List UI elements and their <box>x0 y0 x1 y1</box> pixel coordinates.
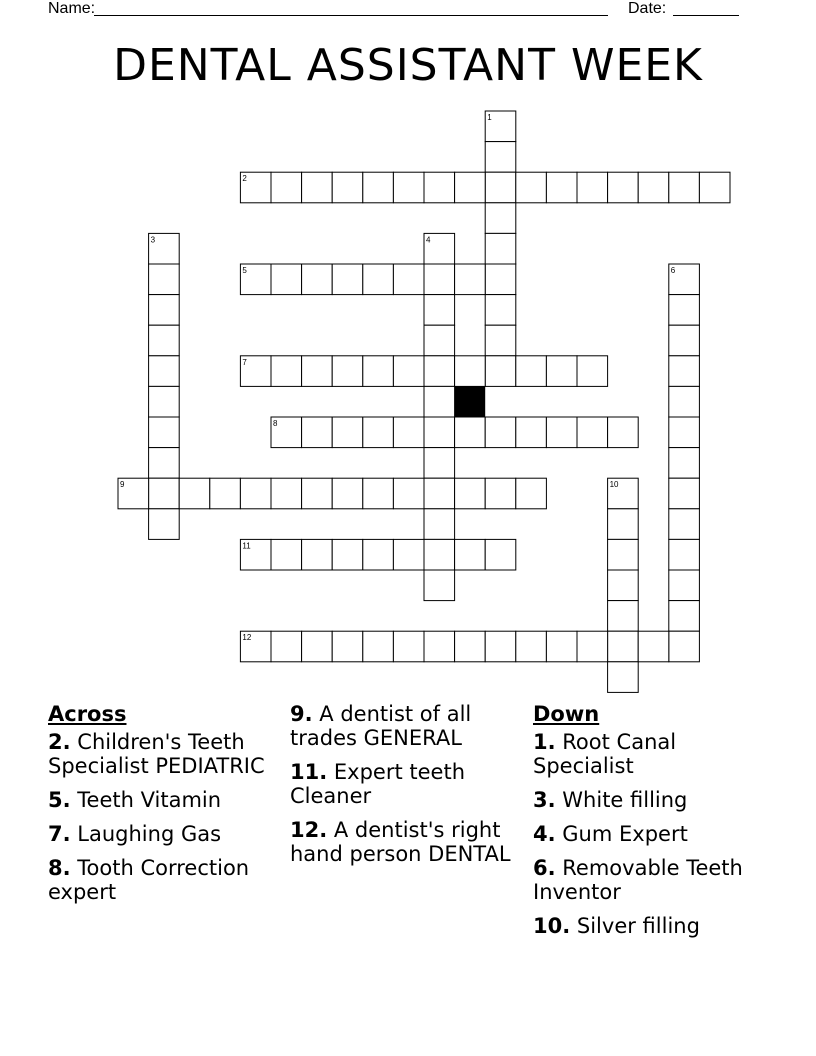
name-label: Name: <box>48 0 96 17</box>
grid-cell[interactable] <box>149 509 180 540</box>
grid-cell[interactable] <box>546 172 577 203</box>
grid-cell[interactable] <box>516 172 547 203</box>
grid-cell[interactable] <box>577 631 608 662</box>
clue-item <box>48 730 278 778</box>
clue-column-across-continued <box>290 702 525 876</box>
grid-cell[interactable] <box>546 631 577 662</box>
grid-cell[interactable] <box>393 264 424 295</box>
grid-cell[interactable] <box>424 509 455 540</box>
grid-cell[interactable] <box>363 539 394 570</box>
grid-cell[interactable] <box>424 386 455 417</box>
grid-cell[interactable] <box>149 264 180 295</box>
grid-cell[interactable] <box>332 264 363 295</box>
page-title: DENTAL ASSISTANT WEEK <box>113 40 703 91</box>
clue-text: Root Canal Specialist <box>533 730 677 778</box>
grid-cell[interactable] <box>271 478 302 509</box>
grid-cell[interactable] <box>455 417 486 448</box>
grid-cell[interactable] <box>271 356 302 387</box>
clue-number: 5. <box>48 788 71 812</box>
grid-cell[interactable] <box>638 172 669 203</box>
grid-cell[interactable] <box>332 417 363 448</box>
black-cell <box>455 386 486 417</box>
grid-cell[interactable] <box>608 662 639 693</box>
grid-cell[interactable] <box>516 356 547 387</box>
grid-cell[interactable] <box>363 417 394 448</box>
grid-cell[interactable] <box>669 172 700 203</box>
grid-cell[interactable] <box>485 264 516 295</box>
grid-cell[interactable] <box>393 356 424 387</box>
clue-item <box>533 730 763 778</box>
grid-cell[interactable] <box>608 417 639 448</box>
grid-cell[interactable] <box>363 478 394 509</box>
cell-number: 10 <box>609 480 619 490</box>
cell-number: 6 <box>670 266 676 275</box>
cell-number: 5 <box>242 266 247 275</box>
cell-number: 8 <box>273 419 278 428</box>
grid-cell[interactable] <box>363 631 394 662</box>
clue-text: Laughing Gas <box>77 822 222 846</box>
grid-cell[interactable] <box>179 478 210 509</box>
grid-cell[interactable] <box>424 356 455 387</box>
grid-cell[interactable] <box>271 631 302 662</box>
grid-cell[interactable] <box>455 478 486 509</box>
grid-cell[interactable] <box>546 356 577 387</box>
clue-text: White filling <box>562 788 688 812</box>
clue-item <box>290 760 525 808</box>
grid-cell[interactable] <box>485 142 516 173</box>
clue-text: A dentist's right hand person DENTAL <box>290 818 511 866</box>
clue-column-down <box>533 702 763 948</box>
clue-item <box>533 788 763 812</box>
clue-item <box>290 818 525 866</box>
grid-cell[interactable] <box>149 356 180 387</box>
clue-number: 6. <box>533 856 556 880</box>
grid-cell[interactable] <box>424 448 455 479</box>
clue-text: A dentist of all trades GENERAL <box>290 702 472 750</box>
grid-cell[interactable] <box>669 356 700 387</box>
grid-cell[interactable] <box>485 417 516 448</box>
grid-cell[interactable] <box>669 570 700 601</box>
grid-cell[interactable] <box>240 478 271 509</box>
grid-cell[interactable] <box>669 631 700 662</box>
grid-cell[interactable] <box>393 539 424 570</box>
grid-cell[interactable] <box>608 570 639 601</box>
grid-cell[interactable] <box>577 417 608 448</box>
cell-number: 11 <box>242 541 251 551</box>
grid-cell[interactable] <box>516 417 547 448</box>
clue-number: 12. <box>290 818 328 842</box>
grid-cell[interactable] <box>608 172 639 203</box>
grid-cell[interactable] <box>485 356 516 387</box>
clue-column-across <box>48 702 278 914</box>
grid-cell[interactable] <box>669 539 700 570</box>
grid-cell[interactable] <box>149 448 180 479</box>
grid-cell[interactable] <box>302 172 333 203</box>
clue-text: Expert teeth Cleaner <box>290 760 465 808</box>
clue-number: 9. <box>290 702 313 726</box>
clue-item <box>48 856 278 904</box>
grid-cell[interactable] <box>393 478 424 509</box>
grid-cell[interactable] <box>424 631 455 662</box>
grid-cell[interactable] <box>424 417 455 448</box>
grid-cell[interactable] <box>669 478 700 509</box>
cell-number: 9 <box>120 480 125 490</box>
grid-cell[interactable] <box>393 631 424 662</box>
cell-number: 12 <box>242 633 252 643</box>
grid-cell[interactable] <box>424 264 455 295</box>
grid-cell[interactable] <box>577 172 608 203</box>
grid-cell[interactable] <box>302 478 333 509</box>
grid-cell[interactable] <box>271 264 302 295</box>
grid-cell[interactable] <box>302 356 333 387</box>
grid-cell[interactable] <box>302 631 333 662</box>
grid-cell[interactable] <box>363 356 394 387</box>
grid-cell[interactable] <box>669 448 700 479</box>
clue-item <box>48 822 278 846</box>
grid-cell[interactable] <box>302 264 333 295</box>
clue-item <box>533 914 763 938</box>
grid-cell[interactable] <box>516 478 547 509</box>
grid-cell[interactable] <box>302 539 333 570</box>
clue-number: 2. <box>48 730 71 754</box>
grid-cell[interactable] <box>608 539 639 570</box>
grid-cell[interactable] <box>669 601 700 632</box>
grid-cell[interactable] <box>485 325 516 356</box>
grid-cell[interactable] <box>669 417 700 448</box>
grid-cell[interactable] <box>363 264 394 295</box>
grid-cell[interactable] <box>424 295 455 326</box>
cell-number: 7 <box>242 357 247 367</box>
grid-cell[interactable] <box>332 631 363 662</box>
grid-cell[interactable] <box>669 325 700 356</box>
grid-cell[interactable] <box>149 386 180 417</box>
grid-cell[interactable] <box>302 417 333 448</box>
clue-text: Teeth Vitamin <box>77 788 222 812</box>
grid-cell[interactable] <box>485 172 516 203</box>
grid-cell[interactable] <box>424 478 455 509</box>
grid-cell[interactable] <box>485 539 516 570</box>
clue-number: 8. <box>48 856 71 880</box>
clue-text: Tooth Correction expert <box>48 856 250 904</box>
grid-cell[interactable] <box>393 172 424 203</box>
grid-cell[interactable] <box>332 356 363 387</box>
grid-cell[interactable] <box>485 478 516 509</box>
grid-cell[interactable] <box>149 325 180 356</box>
grid-cell[interactable] <box>455 264 486 295</box>
grid-cell[interactable] <box>485 631 516 662</box>
grid-cell[interactable] <box>455 356 486 387</box>
grid-cell[interactable] <box>424 172 455 203</box>
grid-cell[interactable] <box>424 539 455 570</box>
grid-cell[interactable] <box>332 172 363 203</box>
cell-number: 4 <box>426 235 431 245</box>
clue-text: Silver filling <box>576 914 700 938</box>
grid-cell[interactable] <box>363 172 394 203</box>
grid-cell[interactable] <box>455 539 486 570</box>
grid-cell[interactable] <box>669 509 700 540</box>
grid-cell[interactable] <box>608 601 639 632</box>
grid-cell[interactable] <box>455 172 486 203</box>
cell-number: 3 <box>150 235 156 245</box>
clue-number: 10. <box>533 914 571 938</box>
grid-cell[interactable] <box>332 539 363 570</box>
grid-cell[interactable] <box>332 478 363 509</box>
grid-cell[interactable] <box>608 509 639 540</box>
across-heading: Across <box>48 702 127 726</box>
cell-number: 1 <box>487 113 492 122</box>
grid-cell[interactable] <box>669 386 700 417</box>
grid-cell[interactable] <box>608 631 639 662</box>
clue-text: Removable Teeth Inventor <box>533 856 743 904</box>
grid-cell[interactable] <box>149 417 180 448</box>
cell-number: 2 <box>242 174 247 184</box>
grid-cell[interactable] <box>149 478 180 509</box>
grid-cell[interactable] <box>577 356 608 387</box>
clue-number: 3. <box>533 788 556 812</box>
grid-cell[interactable] <box>669 295 700 326</box>
grid-cell[interactable] <box>455 631 486 662</box>
grid-cell[interactable] <box>424 325 455 356</box>
grid-cell[interactable] <box>546 417 577 448</box>
clue-number: 1. <box>533 730 556 754</box>
clue-item <box>290 702 525 750</box>
clue-item <box>533 822 763 846</box>
grid-cell[interactable] <box>393 417 424 448</box>
grid-cell[interactable] <box>638 631 669 662</box>
grid-cell[interactable] <box>424 570 455 601</box>
date-label: Date: <box>628 0 667 17</box>
grid-cell[interactable] <box>149 295 180 326</box>
grid-cell[interactable] <box>699 172 730 203</box>
clue-item <box>48 788 278 812</box>
clue-number: 7. <box>48 822 71 846</box>
clue-text: Gum Expert <box>562 822 688 846</box>
grid-cell[interactable] <box>485 203 516 234</box>
grid-cell[interactable] <box>485 295 516 326</box>
grid-cell[interactable] <box>485 233 516 264</box>
clue-item <box>533 856 763 904</box>
grid-cell[interactable] <box>271 539 302 570</box>
clue-number: 11. <box>290 760 328 784</box>
down-heading: Down <box>533 702 600 726</box>
clue-number: 4. <box>533 822 556 846</box>
grid-cell[interactable] <box>210 478 241 509</box>
grid-cell[interactable] <box>271 172 302 203</box>
clue-text: Children's Teeth Specialist PEDIATRIC <box>48 730 265 778</box>
grid-cell[interactable] <box>516 631 547 662</box>
